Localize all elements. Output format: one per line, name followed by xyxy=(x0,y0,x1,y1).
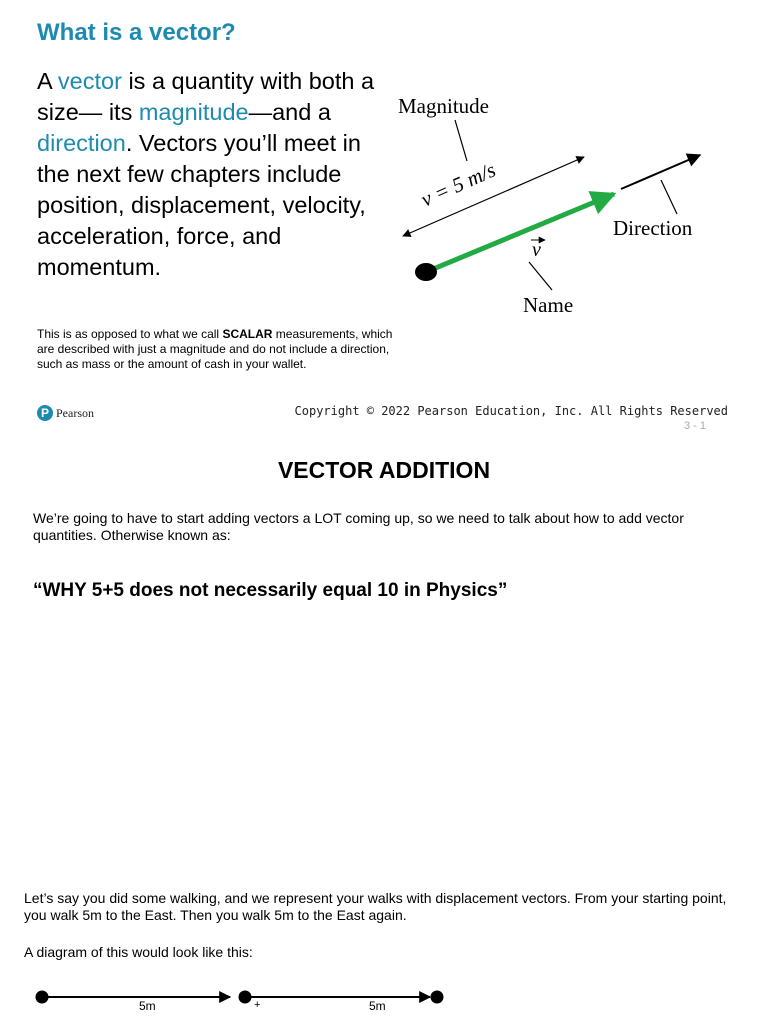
slide-page-number: 3 - 1 xyxy=(683,420,706,432)
magnitude-label: Magnitude xyxy=(398,94,489,118)
walking-paragraph: Let’s say you did some walking, and we represent your walks with displacement vectors. From your starting point, you walk 5m to the East. Then you walk 5m to the East again. xyxy=(24,890,727,923)
vector-definition: A vector is a quantity with both a size— its magnitude—and a direction. Vectors you’ll meet in the next few chapters include position, displacement, velocity, acceleration, force, and momentum. xyxy=(37,68,375,280)
intro-paragraph: We’re going to have to start adding vectors a LOT coming up, so we need to talk about how to add vector quantities. Otherwise known as: xyxy=(33,510,684,543)
vector-2-label: 5m xyxy=(369,999,386,1013)
term-magnitude: magnitude xyxy=(138,99,249,125)
vector-figure xyxy=(0,0,768,330)
term-direction: direction xyxy=(37,130,126,156)
vector-tail-dot xyxy=(415,263,437,281)
pearson-logo xyxy=(37,405,94,421)
pull-quote: “WHY 5+5 does not necessarily equal 10 in Physics” xyxy=(33,580,508,601)
term-vector: vector xyxy=(57,68,122,94)
vector-1-tail-dot xyxy=(36,991,49,1004)
plus-sign: + xyxy=(254,999,261,1011)
pearson-p-icon: P xyxy=(37,405,53,421)
term-scalar: SCALAR xyxy=(222,327,273,341)
name-label: Name xyxy=(523,293,574,317)
copyright-notice: Copyright © 2022 Pearson Education, Inc. All Rights Reserved xyxy=(294,404,728,418)
slide-title: What is a vector? xyxy=(37,19,236,46)
green-vector-arrow xyxy=(426,194,614,272)
speed-equation: v = 5 m/s xyxy=(417,157,500,212)
section-title: VECTOR ADDITION xyxy=(277,457,491,483)
vector-symbol: v xyxy=(532,239,541,261)
pearson-logo-text: Pearson xyxy=(56,405,94,420)
vector-1-label: 5m xyxy=(139,999,156,1013)
direction-pointer xyxy=(661,180,677,214)
direction-label: Direction xyxy=(613,216,693,240)
scalar-note: This is as opposed to what we call SCALAR measurements, which are described with just a magnitude and do not include a direction, such as mass or the amount of cash in your wallet. xyxy=(37,327,393,371)
diagram-caption: A diagram of this would look like this: xyxy=(24,944,253,960)
name-pointer xyxy=(529,262,552,290)
magnitude-pointer xyxy=(455,120,467,161)
vector-2-tail-dot xyxy=(239,991,252,1004)
direction-arrow xyxy=(621,155,700,189)
vector-2-head-dot xyxy=(431,991,444,1004)
